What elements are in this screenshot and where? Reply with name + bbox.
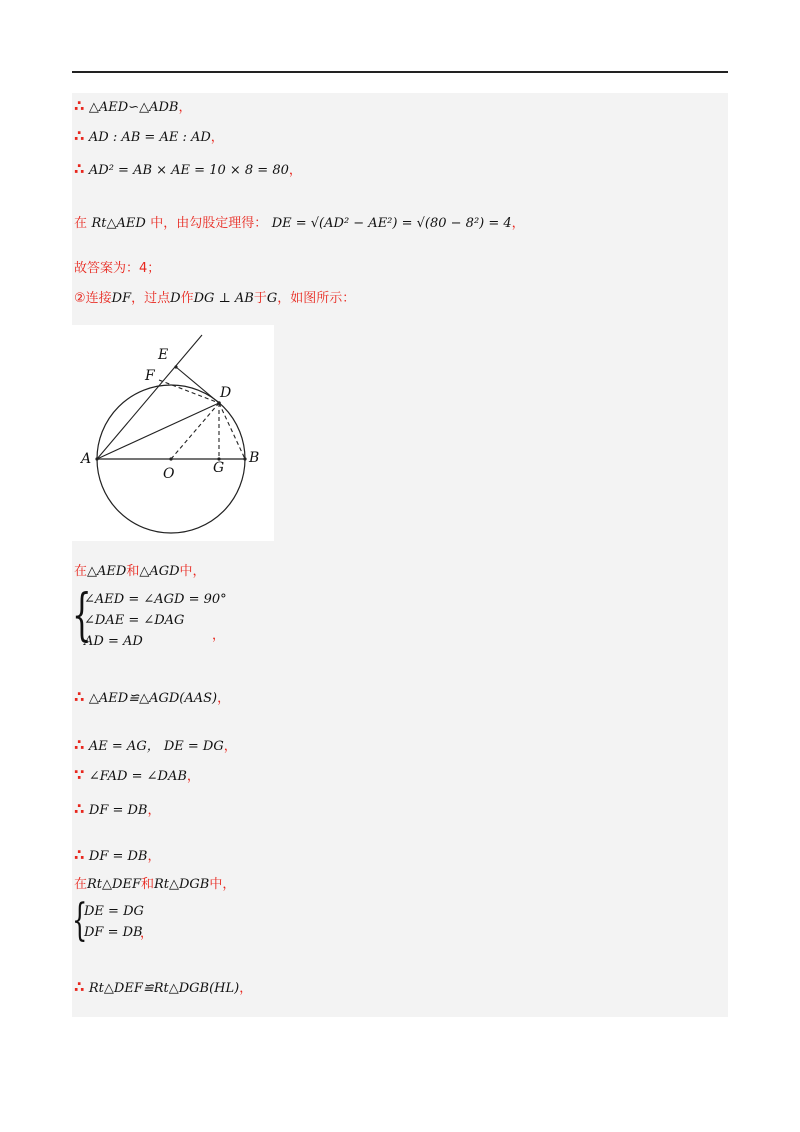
brace-left: { <box>72 583 92 648</box>
text-part: 于 <box>253 291 267 306</box>
label-a: A <box>81 451 92 467</box>
step-ratio <box>74 127 224 147</box>
text-part: ②连接 <box>74 291 112 306</box>
text-part: 作 <box>180 291 194 306</box>
equation-system-hl <box>84 901 144 943</box>
punctuation: ， <box>147 803 161 818</box>
math-expression: △AED∽△ADB <box>88 100 179 115</box>
math-expression: AE = AG， DE = DG <box>88 739 224 754</box>
math-expression: Rt△DEF≌Rt△DGB(HL) <box>88 981 240 996</box>
segment-ed <box>176 367 219 403</box>
punctuation: ， <box>178 100 192 115</box>
segment-db <box>219 403 245 459</box>
text-middle: 和 <box>140 877 154 892</box>
punctuation: ， <box>186 769 200 784</box>
step-equal-angles <box>74 766 200 786</box>
text-prefix: 在 <box>74 564 88 579</box>
math-expression: AD : AB = AE : AD <box>88 130 211 145</box>
math-triangle: △AED <box>87 564 127 579</box>
circle-diagram <box>72 325 274 541</box>
label-f: F <box>145 368 155 384</box>
math-expression: △AED≌△AGD(AAS) <box>88 691 218 706</box>
answer-text: 故答案为：4； <box>74 261 161 276</box>
text-prefix: 在 <box>74 216 88 231</box>
text-part: ，如图所示： <box>277 291 356 306</box>
system-punct <box>140 924 153 943</box>
point-o <box>169 457 172 460</box>
step-equal-arcs <box>74 800 160 820</box>
math-perpendicular: DG ⊥ AB <box>193 291 254 306</box>
math-triangle: △AGD <box>139 564 180 579</box>
answer-line <box>74 259 160 278</box>
text-prefix: 在 <box>74 877 88 892</box>
therefore-symbol: ∴ <box>74 800 85 818</box>
point-d <box>217 401 221 405</box>
label-g: G <box>213 460 225 476</box>
punctuation: ， <box>217 691 231 706</box>
punctuation: ， <box>511 216 525 231</box>
math-expression: DF = DB <box>88 849 148 864</box>
text-part: ，过点 <box>131 291 171 306</box>
text-suffix: 中， <box>179 564 206 579</box>
therefore-symbol: ∴ <box>74 978 85 996</box>
system-row: DF = DB <box>84 925 143 940</box>
math-segment: DF <box>111 291 132 306</box>
point-b <box>243 457 246 460</box>
system-row: DE = DG <box>84 904 144 919</box>
punctuation: ， <box>288 163 302 178</box>
step-equal-chords <box>74 846 160 866</box>
math-triangle: Rt△AED <box>91 216 146 231</box>
label-o: O <box>163 466 175 482</box>
segment-fd <box>159 380 219 403</box>
punctuation: ， <box>147 849 161 864</box>
system-row: AD = AD <box>84 634 143 649</box>
therefore-symbol: ∴ <box>74 688 85 706</box>
header-rule <box>72 71 728 73</box>
step-pythagoras <box>74 214 525 233</box>
math-expression: AD² = AB × AE = 10 × 8 = 80 <box>88 163 289 178</box>
segment-od <box>171 403 219 459</box>
text-middle: 中，由勾股定理得： <box>150 216 268 231</box>
geometry-figure <box>72 325 274 541</box>
therefore-symbol: ∴ <box>74 127 85 145</box>
punctuation: ， <box>140 926 154 941</box>
math-triangle: Rt△DGB <box>153 877 210 892</box>
step-ad-squared <box>74 160 302 180</box>
therefore-symbol: ∴ <box>74 846 85 864</box>
punctuation: ， <box>212 628 226 643</box>
math-point: D <box>170 291 181 306</box>
math-point: G <box>266 291 278 306</box>
step-equal-sides <box>74 736 237 756</box>
system-row: ∠DAE = ∠DAG <box>84 613 185 628</box>
point-a <box>95 457 98 460</box>
system-punct <box>212 626 225 645</box>
step-compare-triangles <box>74 562 206 581</box>
step-congruent-hl <box>74 978 252 998</box>
segment-ad <box>97 403 219 459</box>
text-suffix: 中， <box>209 877 236 892</box>
label-d: D <box>220 385 232 401</box>
step-congruent-aas <box>74 688 230 708</box>
math-triangle: Rt△DEF <box>87 877 141 892</box>
equation-system-aas <box>84 589 227 652</box>
step-connect-df <box>74 289 355 308</box>
text-middle: 和 <box>126 564 140 579</box>
system-row: ∠AED = ∠AGD = 90° <box>84 592 227 607</box>
because-symbol: ∵ <box>74 766 85 784</box>
step-compare-right-triangles <box>74 875 235 894</box>
point-e <box>174 365 177 368</box>
label-b: B <box>249 450 260 466</box>
therefore-symbol: ∴ <box>74 97 85 115</box>
step-similar-triangles <box>74 97 191 117</box>
therefore-symbol: ∴ <box>74 736 85 754</box>
punctuation: ， <box>239 981 253 996</box>
brace-left: { <box>72 895 88 946</box>
label-e: E <box>158 347 169 363</box>
math-de-result: DE = √(AD² − AE²) = √(80 − 8²) = 4 <box>271 216 512 231</box>
punctuation: ， <box>223 739 237 754</box>
math-expression: ∠FAD = ∠DAB <box>88 769 187 784</box>
therefore-symbol: ∴ <box>74 160 85 178</box>
math-expression: DF = DB <box>88 803 148 818</box>
punctuation: ， <box>210 130 224 145</box>
